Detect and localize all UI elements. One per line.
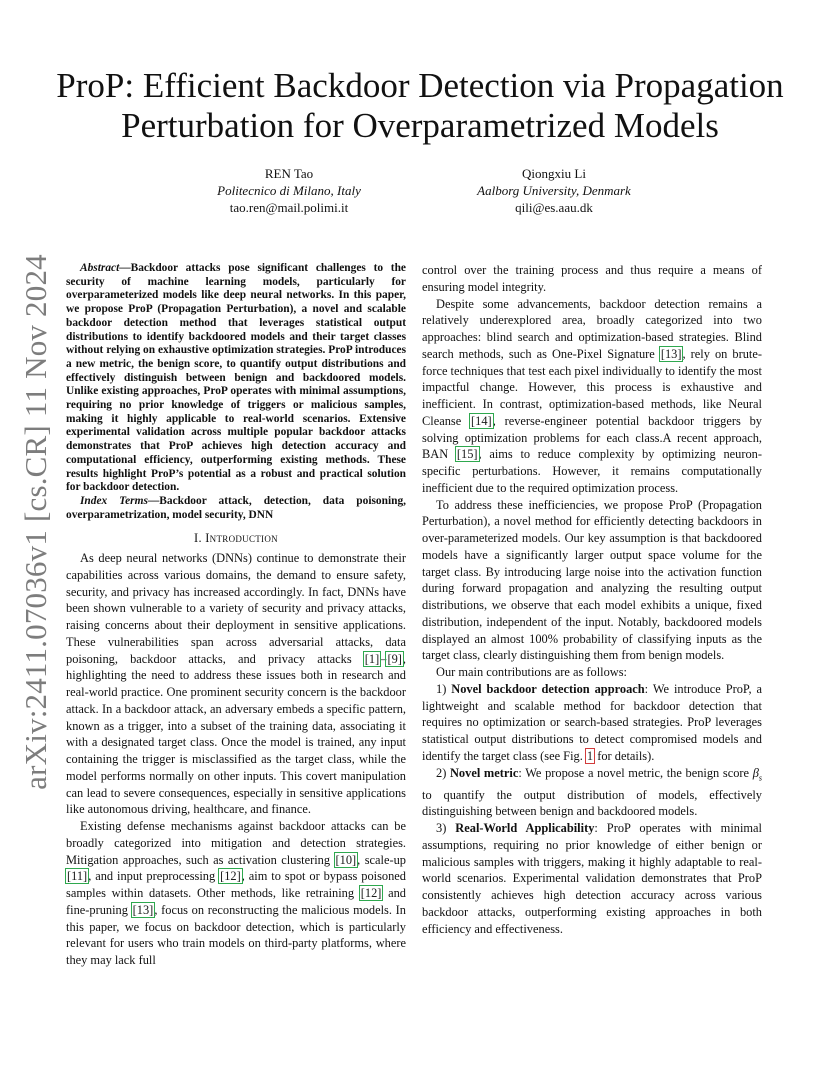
citation-link[interactable]: [13] [660,346,682,361]
intro-paragraph-2: Existing defense mechanisms against backdoor attacks can be broadly categorized into mitigation and detection strategies. Mitigation approaches, such as activation clustering [10], scale-up [11], and input preprocessing [12], aim to spot or bypass poisoned samples within datasets. Other methods, like retraining [12] and fine-pruning [13], focus on reconstructing the malicious models. In this paper, we focus on backdoor detection, which is particularly relevant for users who train models on third-party platforms, where they may lack full [66,819,406,968]
author-name: REN Tao [264,166,314,181]
index-terms-text: —Backdoor attack, detection, data poisoning, overparametrization, model security, DNN [66,494,406,521]
section-heading-introduction: I. Introduction [194,531,278,546]
intro-paragraph-2-continued: control over the training process and thus require a means of ensuring model integrity. [422,263,762,294]
arxiv-watermark [16,254,56,790]
left-column [66,262,406,969]
intro-paragraph-3: Despite some advancements, backdoor detection remains a relatively underexplored area, broadly categorized into two approaches: blind search and optimization-based strategies. Blind search methods, such as One-Pixel Signature [13], rely on brute-force techniques that test each pixel individually to identify the most impactful change. However, this process is exhaustive and inefficient. In contrast, optimization-based methods, like Neural Cleanse [14], reverse-engineer potential backdoor triggers by solving optimization problems for each class.A recent approach, BAN [15], aims to reduce complexity by optimizing neuron-specific perturbations. However, it remains computationally inefficient due to the required optimization process. [422,296,762,495]
abstract [66,262,406,495]
contribution-2: 2) Novel metric: We propose a novel metric, the benign score $\beta_s$ to quantify the output distribution of models, effectively distinguishing between benign and backdoored models. [422,765,762,819]
citation-link[interactable]: [13] [132,902,154,917]
title-line-1: ProP: Efficient Backdoor Detection via Propagation [56,66,784,105]
author-block-1 [139,165,439,216]
citation-link[interactable]: [9] [387,651,402,666]
citation-link[interactable]: [12] [220,869,241,884]
title-line-2: Perturbation for Overparametrized Models [121,106,719,145]
index-terms-label: Index Terms [80,494,148,507]
citation-link[interactable]: [12] [360,886,382,901]
author-affiliation: Politecnico di Milano, Italy [217,183,361,198]
author-block-2 [404,165,704,216]
author-email: qili@es.aau.dk [515,200,593,215]
right-column [422,262,762,937]
citation-link[interactable]: [11] [67,869,88,884]
contribution-3: 3) Real-World Applicability: ProP operates with minimal assumptions, requiring no prior knowledge of either benign or malicious samples with triggers, making it highly adaptable to real-world scenarios. Experimental validation demonstrates that ProP consistently achieves high detection accuracy across various backdoor attacks, outperforming existing approaches in both efficiency and effectiveness. [422,821,762,936]
author-name: Qiongxiu Li [522,166,586,181]
intro-paragraph-4: To address these inefficiencies, we propose ProP (Propagation Perturbation), a novel method for efficiently detecting backdoors in over-parameterized models. Our key assumption is that backdoored models have a significantly larger output space volume for the target class. By introducing large noise into the activation function during forward propagation and analyzing the resulting output distributions, we observe that each model exhibits a unique, fixed distribution, independent of the input. Notably, backdoored models displayed an almost 100% probability of classifying inputs as the target class, clearly distinguishing them from benign models. [422,497,762,663]
contribution-1: 1) Novel backdoor detection approach: We introduce ProP, a lightweight and scalable method for backdoor detection that requires no optimization or search-based strategies. ProP leverages statistical output distributions to detect compromised models and identify the target class (see Fig. 1 for details). [422,681,762,763]
citation-link[interactable]: [14] [471,413,492,428]
figure-link[interactable]: 1 [586,748,594,763]
benign-score-symbol: $\beta_s$ [752,765,762,782]
citation-link[interactable]: [10] [335,852,357,867]
citation-link[interactable]: [15] [456,447,478,462]
author-affiliation: Aalborg University, Denmark [477,183,631,198]
citation-link[interactable]: [1] [364,651,380,666]
abstract-label: Abstract [80,262,120,274]
abstract-text: —Backdoor attacks pose significant challenges to the security of machine learning models, particularly for overparameterized models like deep neural networks. In this paper, we propose ProP (Propagation Perturbation), a novel and scalable backdoor detection method that leverages statistical output distributions to identify backdoored models and their target classes without relying on exhaustive optimization strategies. ProP introduces a new metric, the benign score, to quantify output distributions and effectively distinguish between benign and backdoored models. Unlike existing approaches, ProP operates with minimal assumptions, requiring no prior knowledge of triggers or malicious samples, making it highly applicable to real-world scenarios. Extensive experimental validation across multiple popular backdoor attacks demonstrates that ProP achieves high detection accuracy and computational efficiency, outperforming existing methods. These results highlight ProP’s potential as a robust and practical solution for backdoor detection. [66,262,406,494]
index-terms [66,495,406,522]
intro-paragraph-1: As deep neural networks (DNNs) continue to demonstrate their capabilities across various domains, the demand to ensure safety, security, and privacy has increased accordingly. In fact, DNNs have been shown vulnerable to a variety of security and privacy attacks, raising concerns about their deployment in sensitive applications. These vulnerabilities span across adversarial attacks, data poisoning, backdoor attacks, and privacy attacks [1]–[9], highlighting the need to address these issues both in research and real-world practice. One prominent security concern is the backdoor attack. In a backdoor attack, an adversary embeds a specific pattern, known as a trigger, into a subset of the training data, associating it with a designated target class. Once the model is trained, any input containing the trigger is misclassified as the target class, while the model performs normally on other inputs. This covert manipulation can lead to severe consequences, especially in sensitive applications like autonomous driving, healthcare, and finance. [66,551,406,817]
arxiv-id: arXiv:2411.07036v1 [cs.CR] 11 Nov 2024 [18,254,53,790]
intro-paragraph-5: Our main contributions are as follows: [436,665,627,679]
paper-title [40,66,800,146]
author-email: tao.ren@mail.polimi.it [229,200,349,215]
